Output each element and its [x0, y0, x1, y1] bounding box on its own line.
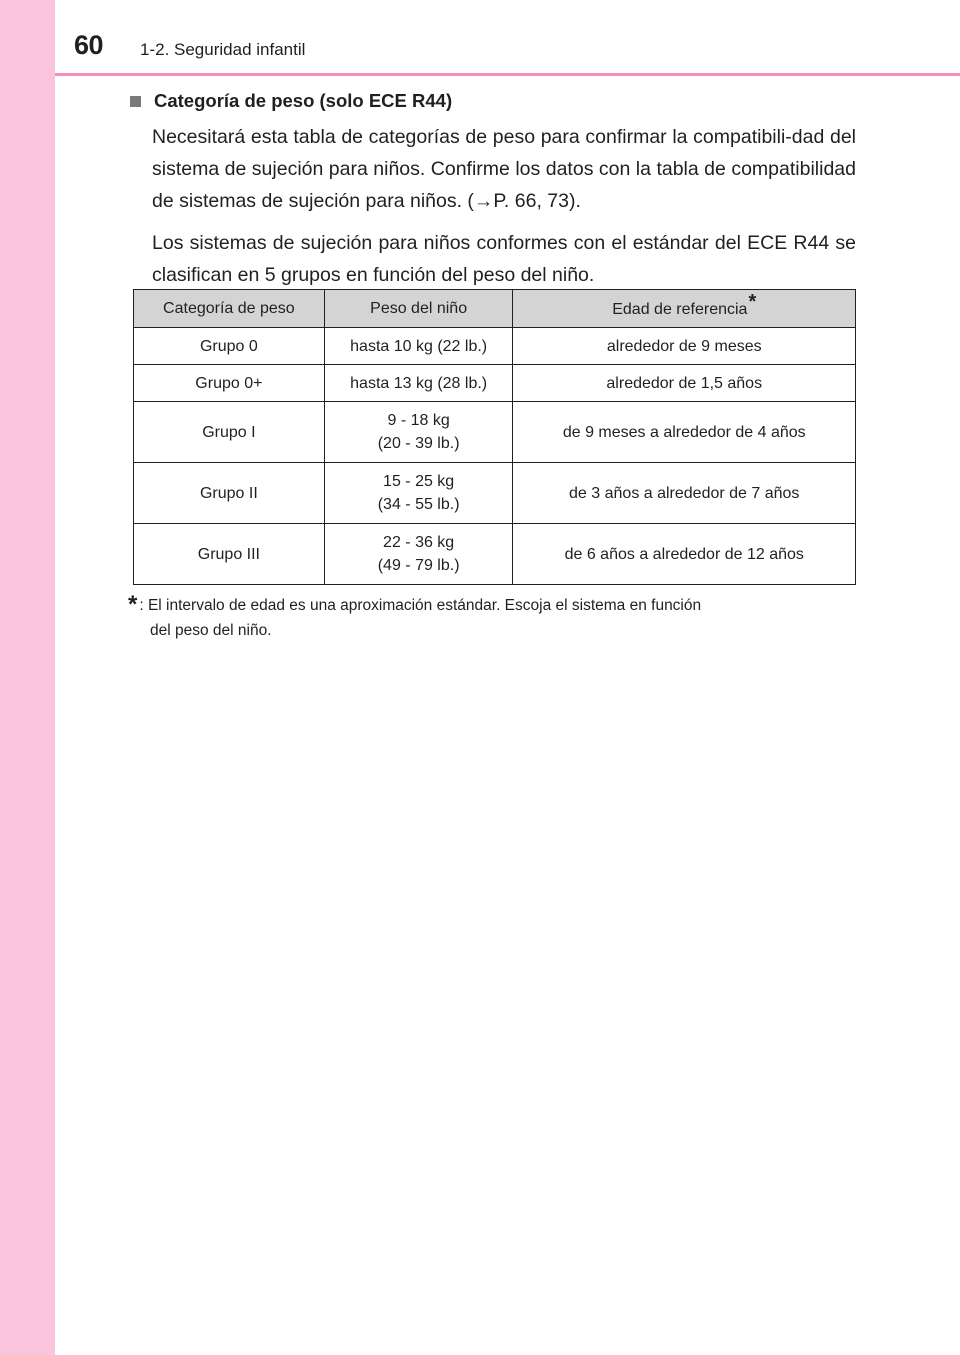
header-reference-age-label: Edad de referencia	[612, 300, 748, 318]
table-row	[134, 365, 856, 402]
cell-age: alrededor de 1,5 años	[513, 365, 856, 402]
cell-weight-kg: 22 - 36 kg	[383, 534, 455, 551]
cell-category: Grupo 0+	[134, 365, 325, 402]
header-child-weight: Peso del niño	[324, 290, 513, 328]
cell-weight-lb: (34 - 55 lb.)	[377, 496, 460, 513]
footnote-line2: del peso del niño.	[150, 622, 272, 639]
footnote	[128, 590, 852, 643]
header-weight-category: Categoría de peso	[134, 290, 325, 328]
paragraph-groups: Los sistemas de sujeción para niños conformes con el estándar del ECE R44 se clasifican en 5 grupos en función del peso del niño.	[152, 232, 856, 286]
cell-age: de 9 meses a alrededor de 4 años	[513, 402, 856, 463]
header-rule	[55, 73, 960, 76]
cell-age: de 3 años a alrededor de 7 años	[513, 463, 856, 524]
cell-category: Grupo II	[134, 463, 325, 524]
table-header-row	[134, 290, 856, 328]
cell-weight-kg: 9 - 18 kg	[387, 412, 450, 429]
paragraph-compatibility: Necesitará esta tabla de categorías de peso para confirmar la compatibili-dad del sistema de sujeción para niños. Confirme los datos con la tabla de compatibilidad de sistemas de sujeción para niños. (→P. 66, 73).	[152, 126, 856, 212]
header-reference-age	[513, 290, 856, 328]
asterisk-marker: *	[748, 290, 757, 313]
cell-age: alrededor de 9 meses	[513, 328, 856, 365]
table-row	[134, 463, 856, 524]
cell-weight-lb: (20 - 39 lb.)	[377, 435, 460, 452]
subheading	[130, 87, 856, 115]
footnote-line1	[128, 590, 852, 618]
cell-weight: hasta 13 kg (28 lb.)	[324, 365, 513, 402]
table-row	[134, 524, 856, 585]
cell-weight: hasta 10 kg (22 lb.)	[324, 328, 513, 365]
square-bullet-icon	[130, 96, 141, 107]
cell-weight	[324, 463, 513, 524]
cell-weight-kg: 15 - 25 kg	[383, 473, 455, 490]
cell-category: Grupo III	[134, 524, 325, 585]
page-number: 60	[74, 30, 104, 60]
cell-weight-lb: (49 - 79 lb.)	[377, 557, 460, 574]
side-band	[0, 0, 55, 1355]
cell-weight	[324, 524, 513, 585]
table-row	[134, 402, 856, 463]
cell-category: Grupo 0	[134, 328, 325, 365]
section-title: 1-2. Seguridad infantil	[140, 40, 306, 59]
weight-category-table	[133, 289, 856, 585]
subheading-text: Categoría de peso (solo ECE R44)	[154, 90, 453, 111]
cell-weight	[324, 402, 513, 463]
cell-category: Grupo I	[134, 402, 325, 463]
footnote-asterisk: *	[128, 591, 138, 618]
content	[130, 87, 856, 291]
footnote-text-1: : El intervalo de edad es una aproximación estándar. Escoja el sistema en función	[139, 597, 702, 614]
table-row	[134, 328, 856, 365]
cell-age: de 6 años a alrededor de 12 años	[513, 524, 856, 585]
